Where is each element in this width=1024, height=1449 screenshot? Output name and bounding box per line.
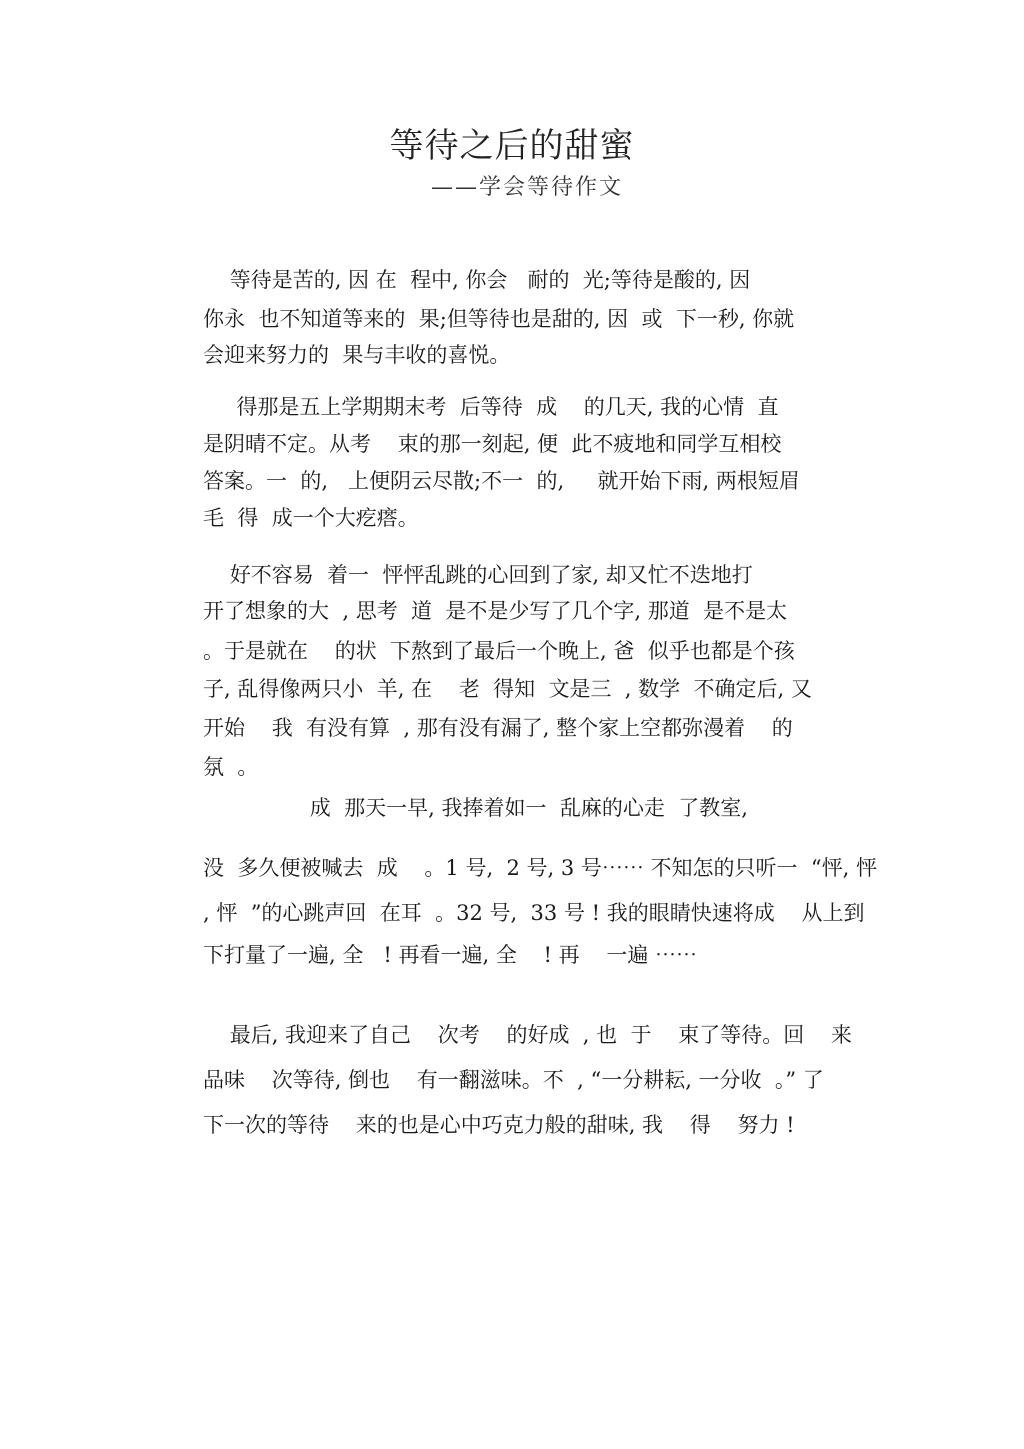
paragraph-line: 品味 次等待, 倒也 有一翻滋味。不 , “一分耕耘, 一分收 。” 了 — [203, 1068, 824, 1092]
paragraph-line: 下打量了一遍, 全 ! 再看一遍, 全 ! 再 一遍 ⋯⋯ — [203, 943, 698, 967]
paragraph-line: 毛 得 成一个大疙瘩。 — [203, 506, 419, 530]
paragraph-line: 成 那天一早, 我捧着如一 乱麻的心走 了教室, — [203, 796, 748, 820]
paragraph-line: 下一次的等待 来的也是心中巧克力般的甜味, 我 得 努力 ! — [203, 1113, 795, 1137]
paragraph-line: 没 多久便被喊去 成 。1 号, 2 号, 3 号⋯⋯ 不知怎的只听一 “怦, 怦 — [203, 856, 877, 880]
paragraph-line: 子, 乱得像两只小 羊, 在 老 得知 文是三 , 数学 不确定后, 又 — [203, 677, 812, 701]
paragraph-line: 是阴晴不定。从考 束的那一刻起, 便 此不疲地和同学互相校 — [203, 432, 782, 456]
page-title: 等待之后的甜蜜 — [389, 126, 635, 166]
paragraph-line: 好不容易 着一 怦怦乱跳的心回到了家, 却又忙不迭地打 — [203, 563, 753, 587]
paragraph-line: 得那是五上学期期末考 后等待 成 的几天, 我的心情 直 — [203, 395, 779, 419]
paragraph-line: 氛 。 — [203, 755, 259, 779]
paragraph-line: 会迎来努力的 果与丰收的喜悦。 — [203, 343, 511, 367]
paragraph-line: 开始 我 有没有算 , 那有没有漏了, 整个家上空都弥漫着 的 — [203, 716, 793, 740]
paragraph-line: 你永 也不知道等来的 果;但等待也是甜的, 因 或 下一秒, 你就 — [203, 307, 795, 331]
paragraph-line: 。于是就在 的状 下熬到了最后一个晚上, 爸 似乎也都是个孩 — [203, 639, 795, 663]
paragraph-line: 开了想象的大 , 思考 道 是不是少写了几个字, 那道 是不是太 — [203, 599, 788, 623]
paragraph-line: 等待是苦的, 因 在 程中, 你会 耐的 光;等待是酸的, 因 — [203, 268, 751, 292]
paragraph-line: 最后, 我迎来了自己 次考 的好成 , 也 于 束了等待。回 来 — [203, 1023, 852, 1047]
paragraph-line: 答案。一 的, 上便阴云尽散;不一 的, 就开始下雨, 两根短眉 — [203, 469, 800, 493]
page-subtitle: ——学会等待作文 — [430, 175, 623, 200]
paragraph-line: , 怦 ”的心跳声回 在耳 。32 号, 33 号 ! 我的眼睛快速将成 从上到 — [203, 901, 865, 925]
